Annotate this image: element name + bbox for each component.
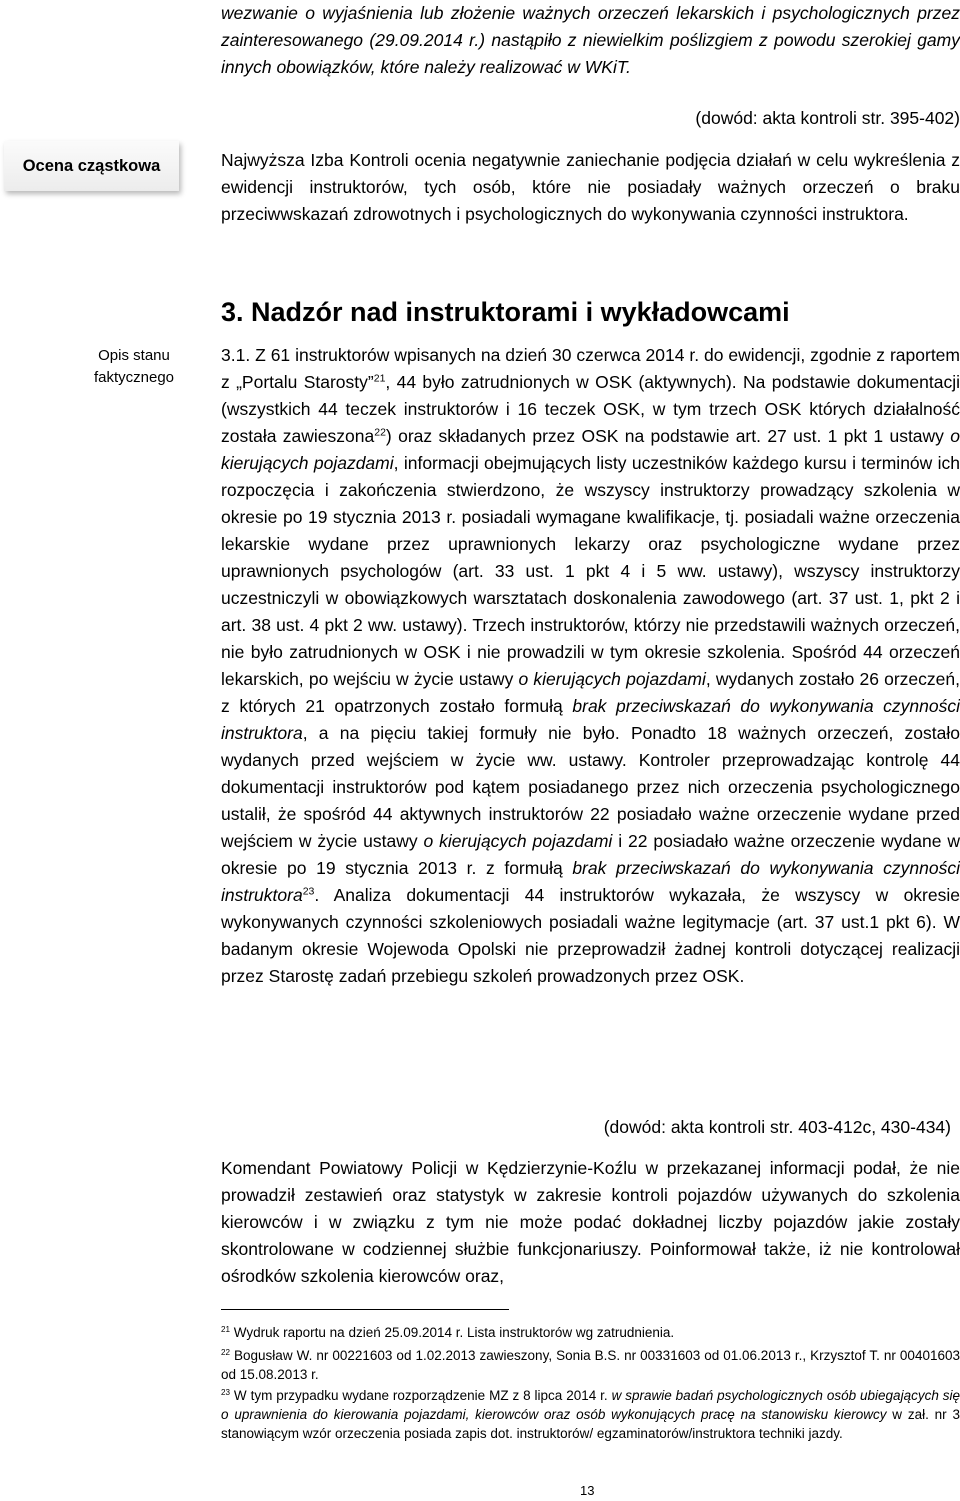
findings-text-a: 3.1. Z 61 instruktorów wpisanych na dzień 30 czerwca 2014 r. do ewidencji, zgodnie z raportem z „Portalu Starosty”: [221, 345, 960, 392]
footnote-ref-23: 23: [302, 885, 315, 898]
findings-text-g: i 22 posiadało ważne orzeczenie wydane w okresie po 19 stycznia 2013 r. z formułą: [221, 831, 960, 878]
findings-text-f: , a na pięciu takiej formuły nie było. Ponadto 18 ważnych orzeczeń, zostało wydanych przed wejściem w życie ww. ustawy. Kontroler przeprowadzając kontrolę 44 dokumentacji instruktorów pod kątem posiadanego przez nich orzeczenia psychologicznego ustalił, że spośród 44 aktywnych instruktorów 22 posiadało ważne orzeczenie wydane przed wejściem w życie ustawy: [221, 723, 960, 851]
footnote-ref-22: 22: [374, 426, 386, 439]
page-number: 13: [580, 1483, 595, 1498]
section-heading: 3. Nadzór nad instruktorami i wykładowcami: [221, 297, 790, 327]
footnote-separator: [221, 1309, 509, 1310]
footnote-23-text-b: w zał. nr 3 stanowiącym wzór orzeczenia posiada zapis dot. instruktorów/ egzaminatorów/instruktora techniki jazdy.: [221, 1407, 960, 1441]
footnote-21: [221, 1323, 960, 1342]
findings-text-e: , wydanych zostało 26 orzeczeń, z których 21 opatrzonych zostało formułą: [221, 669, 960, 716]
findings-text-h: . Analiza dokumentacji 44 instruktorów wykazała, że wszyscy w okresie wykonywanych czynności szkoleniowych posiadali ważne legitymacje (art. 37 ust.1 pkt 6). W badanym okresie Wojewoda Opolski nie przeprowadził żadnej kontroli dotyczącej realizacji przez Starostę zadań przebiegu szkoleń prowadzonych przez OSK.: [221, 885, 960, 986]
footnote-23-number: 23: [221, 1388, 231, 1398]
findings-italic-2: o kierujących pojazdami: [518, 669, 706, 689]
evidence-reference-2-text: (dowód: akta kontroli str. 403-412c, 430-434): [603, 1117, 951, 1137]
footnote-23-text-a: W tym przypadku wydane rozporządzenie MZ z 8 lipca 2014 r.: [230, 1388, 612, 1403]
footnote-ref-21: 21: [373, 372, 386, 385]
assessment-badge-label: Ocena cząstkowa: [22, 156, 161, 175]
footnote-21-text: Wydruk raportu na dzień 25.09.2014 r. Lista instruktorów wg zatrudnienia.: [230, 1325, 675, 1340]
footnote-22: [221, 1346, 960, 1384]
findings-text-d: , informacji obejmujących listy uczestników każdego kursu i terminów ich rozpoczęcia i zakończenia stwierdzono, że wszyscy instruktorzy prowadzący szkolenia w okresie po 19 stycznia 2013 r. posiadali wymagane kwalifikacje, tj. posiadali ważne orzeczenia lekarskie wydane przez uprawnionych lekarzy oraz psychologiczne wydane przez uprawnionych psychologów (art. 33 ust. 1 pkt 4 i 5 ww. ustawy), wszyscy instruktorzy uczestniczyli w obowiązkowych warsztatach doskonalenia zawodowego (art. 37 ust. 1, pkt 2 i art. 38 ust. 4 pkt 2 ww. ustawy). Trzech instruktorów, którzy nie przedstawili ważnych orzeczeń, nie było zatrudnionych w OSK i nie prowadzili w tym okresie szkolenia. Spośród 44 orzeczeń lekarskich, po wejściu w życie ustawy: [221, 453, 960, 689]
findings-italic-4: o kierujących pojazdami: [423, 831, 613, 851]
intro-paragraph: wezwanie o wyjaśnienia lub złożenie ważnych orzeczeń lekarskich i psychologicznych przez zainteresowanego (29.09.2014 r.) nastąpiło z niewielkim poślizgiem z powodu szerokiej gamy innych obowiązków, które należy realizować w WKiT.: [221, 3, 960, 77]
footnote-22-number: 22: [221, 1348, 231, 1358]
facts-margin-label: Opis stanu faktycznego: [93, 347, 175, 386]
footnote-21-number: 21: [221, 1325, 231, 1335]
findings-paragraph: [221, 342, 960, 990]
footnote-23: [221, 1386, 960, 1443]
findings-italic-3: brak przeciwskazań do wykonywania czynności instruktora: [221, 696, 960, 743]
footnote-22-text: Bogusław W. nr 00221603 od 1.02.2013 zawieszony, Sonia B.S. nr 00331603 od 01.06.2013 r., Krzysztof T. nr 00401603 od 15.08.2013 r.: [221, 1348, 960, 1382]
police-paragraph: Komendant Powiatowy Policji w Kędzierzynie-Koźlu w przekazanej informacji podał, że nie prowadził zestawień oraz statystyk w zakresie kontroli pojazdów używanych do szkolenia kierowców i w związku z tym nie może podać dokładnej liczby pojazdów jakie zostały skontrolowane w codziennej służbie funkcjonariuszy. Poinformował także, iż nie kontrolował ośrodków szkolenia kierowców oraz,: [221, 1158, 960, 1286]
footnote-23-italic: w sprawie badań psychologicznych osób ubiegających się o uprawnienia do kierowania pojazdami, kierowców oraz osób wykonujących pracę na stanowisku kierowcy: [221, 1388, 960, 1422]
findings-text-b: , 44 było zatrudnionych w OSK (aktywnych). Na podstawie dokumentacji (wszystkich 44 teczek instruktorów i 16 teczek OSK, w tym trzech OSK których działalność została zawieszona: [221, 372, 960, 446]
findings-text-c: ) oraz składanych przez OSK na podstawie art. 27 ust. 1 pkt 1 ustawy: [385, 426, 951, 446]
findings-italic-1: o kierujących pojazdami: [221, 426, 960, 473]
findings-italic-5: brak przeciwskazań do wykonywania czynności instruktora: [221, 858, 960, 905]
evidence-reference-2: [221, 1114, 951, 1141]
evidence-reference-1: (dowód: akta kontroli str. 395-402): [695, 108, 960, 128]
assessment-paragraph: Najwyższa Izba Kontroli ocenia negatywnie zaniechanie podjęcia działań w celu wykreślenia z ewidencji instruktorów, tych osób, które nie posiadały ważnych orzeczeń o braku przeciwwskazań zdrowotnych i psychologicznych do wykonywania czynności instruktora.: [221, 150, 960, 224]
assessment-badge: [4, 141, 179, 191]
